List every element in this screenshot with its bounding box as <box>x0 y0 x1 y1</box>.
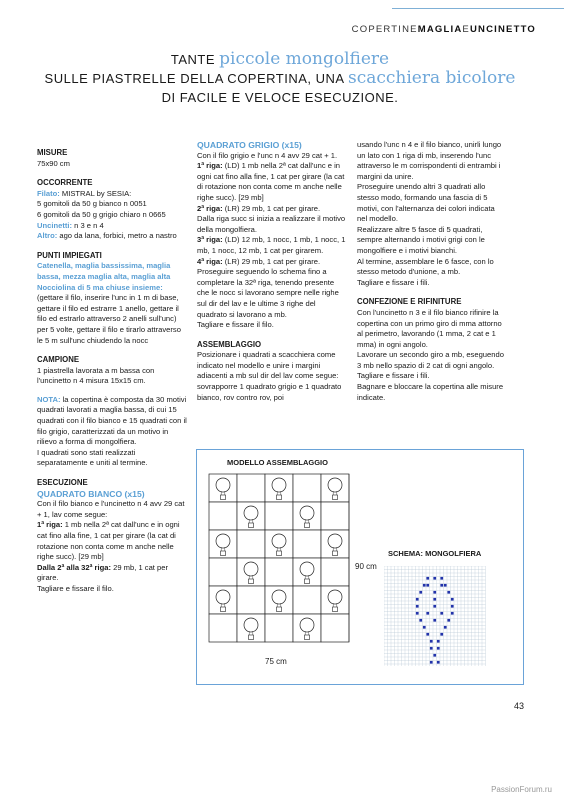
misure-heading: MISURE <box>37 148 68 157</box>
stitch-dot <box>451 612 454 615</box>
grid-square <box>237 586 265 614</box>
stitch-dot <box>444 584 447 587</box>
grid-square <box>321 586 349 614</box>
stitch-dot <box>440 577 443 580</box>
basket-icon <box>277 495 282 500</box>
esecuzione-heading: ESECUZIONE <box>37 478 88 488</box>
balloon-icon <box>300 618 314 632</box>
stitch-dot <box>416 605 419 608</box>
balloon-icon <box>300 506 314 520</box>
balloon-chart <box>384 566 496 666</box>
balloon-icon <box>244 562 258 576</box>
schema-label: SCHEMA: MONGOLFIERA <box>388 549 482 558</box>
grid-square <box>237 474 265 502</box>
basket-icon <box>249 635 254 640</box>
grid-square <box>293 614 321 642</box>
stitch-dot <box>447 619 450 622</box>
basket-icon <box>277 607 282 612</box>
basket-icon <box>305 523 310 528</box>
campione-heading: CAMPIONE <box>37 355 80 365</box>
grid-square <box>265 614 293 642</box>
stitch-dot <box>440 584 443 587</box>
grid-square <box>265 586 293 614</box>
confezione-heading: CONFEZIONE E RIFINITURE <box>357 297 462 307</box>
basket-icon <box>305 579 310 584</box>
balloon-icon <box>216 590 230 604</box>
stitch-dot <box>451 598 454 601</box>
grid-square <box>321 530 349 558</box>
grid-square <box>237 614 265 642</box>
balloon-icon <box>300 562 314 576</box>
header-rule <box>392 8 564 9</box>
width-dimension: 75 cm <box>265 657 287 666</box>
column-2: QUADRATO GRIGIO (x15) Con il filo grigio e l'unc n 4 avv 29 cat + 1. 1ª riga: (LD) 1 mb nella 2ª cat dall'unc e in ogni cat fino alla fine, 1 cat per girare (la cat di rotazione non conta come m anche nelle righe succ). [29 mb] 2ª riga: (LR) 29 mb, 1 cat per girare. Dalla riga succ si inizia a realizzare il motivo della mongolfiera. 3ª riga: (LD) 12 mb, 1 nocc, 1 mb, 1 nocc, 1 mb, 1 nocc, 12 mb, 1 cat per girarem. 4ª riga: (LR) 29 mb, 1 cat per girare. Proseguire seguendo lo schema fino a completare la 32ª riga, tenendo presente che le nocc si lavorano sempre nelle righe sul dir del lav e le ultime 3 righe del quadrato si lavorano a mb. Tagliare e fissare il filo. ASSEMBLAGGIO Posizionare i quadrati a scacchiera come indicato nel modello e unire i margini adiacenti a mb sul dir del lav come segue: sovrapporre 1 quadrato grigio e 1 quadrato bianco, rov contro rov, poi <box>197 140 346 402</box>
balloon-icon <box>244 618 258 632</box>
stitch-dot <box>419 591 422 594</box>
grid-square <box>265 474 293 502</box>
stitch-dot <box>437 647 440 650</box>
grid-square <box>237 502 265 530</box>
stitch-dot <box>440 633 443 636</box>
stitch-dot <box>433 598 436 601</box>
stitch-dot <box>433 654 436 657</box>
stitch-dot <box>430 640 433 643</box>
stitch-dot <box>430 647 433 650</box>
grid-square <box>293 502 321 530</box>
stitch-dot <box>423 584 426 587</box>
assembly-grid <box>203 470 353 645</box>
basket-icon <box>221 607 226 612</box>
stitch-dot <box>433 591 436 594</box>
grid-square <box>209 530 237 558</box>
stitch-dot <box>437 640 440 643</box>
balloon-icon <box>328 534 342 548</box>
stitch-dot <box>423 626 426 629</box>
grid-square <box>293 530 321 558</box>
basket-icon <box>305 635 310 640</box>
grid-square <box>209 502 237 530</box>
grid-square <box>293 586 321 614</box>
balloon-icon <box>272 590 286 604</box>
stitch-dot <box>447 591 450 594</box>
grid-square <box>265 530 293 558</box>
basket-icon <box>333 551 338 556</box>
grid-square <box>209 558 237 586</box>
section-header: COPERTINEMAGLIAEUNCINETTO <box>351 24 536 35</box>
grid-square <box>265 502 293 530</box>
footer-watermark: PassionForum.ru <box>491 785 552 794</box>
height-dimension: 90 cm <box>355 562 377 571</box>
balloon-icon <box>328 478 342 492</box>
stitch-dot <box>433 605 436 608</box>
page-number: 43 <box>513 701 524 711</box>
basket-icon <box>249 579 254 584</box>
stitch-dot <box>440 612 443 615</box>
stitch-dot <box>416 598 419 601</box>
stitch-dot <box>433 577 436 580</box>
occorrente-heading: OCCORRENTE <box>37 178 93 188</box>
stitch-dot <box>444 626 447 629</box>
stitch-dot <box>437 661 440 664</box>
basket-icon <box>333 607 338 612</box>
stitch-dot <box>430 661 433 664</box>
balloon-icon <box>272 478 286 492</box>
grid-square <box>237 558 265 586</box>
assemblaggio-heading: ASSEMBLAGGIO <box>197 339 262 349</box>
grid-square <box>293 474 321 502</box>
grid-square <box>209 614 237 642</box>
grid-square <box>321 614 349 642</box>
grid-square <box>293 558 321 586</box>
basket-icon <box>221 551 226 556</box>
stitch-dot <box>419 619 422 622</box>
grid-square <box>321 474 349 502</box>
stitch-dot <box>426 633 429 636</box>
balloon-icon <box>244 506 258 520</box>
model-label: MODELLO ASSEMBLAGGIO <box>227 458 328 467</box>
punti-heading: PUNTI IMPIEGATI <box>37 250 102 260</box>
stitch-dot <box>451 605 454 608</box>
stitch-dot <box>426 584 429 587</box>
balloon-icon <box>272 534 286 548</box>
balloon-icon <box>216 534 230 548</box>
balloon-icon <box>328 590 342 604</box>
stitch-dot <box>416 612 419 615</box>
stitch-dot <box>426 612 429 615</box>
grid-square <box>209 586 237 614</box>
balloon-icon <box>216 478 230 492</box>
grid-square <box>209 474 237 502</box>
grid-square <box>321 502 349 530</box>
basket-icon <box>277 551 282 556</box>
grid-square <box>265 558 293 586</box>
stitch-dot <box>433 619 436 622</box>
column-1: MISURE 75x90 cm OCCORRENTE Filato: MISTRAL by SESIA: 5 gomitoli da 50 g bianco n 0051 6 gomitoli da 50 g grigio chiaro n 0665 Uncinetti: n 3 e n 4 Altro: ago da lana, forbici, metro a nastro PUNTI IMPIEGATI Catenella, maglia bassissima, maglia bassa, mezza maglia alta, maglia alta Nocciolina di 5 ma chiuse insieme: (gettare il filo, inserire l'unc in 1 m di base, gettare il filo ed estrarre 1 anello, gettare il filo ed estrarlo attraverso 2 anelli sull'unc) per 5 volte, gettare il filo e tirarlo attraverso le 5 m sull'unc chiudendo la nocc CAMPIONE 1 piastrella lavorata a m bassa con l'uncinetto n 4 misura 15x15 cm. NOTA: la copertina è composta da 30 motivi quadrati lavorati a maglia bassa, di cui 15 quadrati con il filo bianco e 15 quadrati con il filo grigio, caratterizzati da un motivo in rilievo a forma di mongolfiera. I quadrati sono stati realizzati separatamente e uniti al termine. ESECUZIONE QUADRATO BIANCO (x15) Con il filo bianco e l'uncinetto n 4 avv 29 cat + 1, lav come segue: 1ª riga: 1 mb nella 2ª cat dall'unc e in ogni cat fino alla fine, 1 cat per girare (la cat di rotazione non conta come m anche nelle righe succ). [29 mb] Dalla 2ª alla 32ª riga: 29 mb, 1 cat per girare. Tagliare e fissare il filo. <box>37 148 187 593</box>
grid-square <box>321 558 349 586</box>
column-3: usando l'unc n 4 e il filo bianco, unirli lungo un lato con 1 riga di mb, inserendo l'unc attraverso le m corrispondenti di entrambi i margini da unire. Proseguire unendo altri 3 quadrati allo stesso modo, formando una fascia di 5 motivi, con l'alternanza dei colori indicata nel modello. Realizzare altre 5 fasce di 5 quadrati, sempre alternando i motivi grigi con le mongolfiere e i motivi bianchi. Al termine, assemblare le 6 fasce, con lo stesso metodo d'unione, a mb. Tagliare e fissare i fili. CONFEZIONE E RIFINITURE Con l'uncinetto n 3 e il filo bianco rifinire la copertina con un primo giro di mma attorno al perimetro, lavorando (1 mma, 2 cat e 1 mma) in ogni angolo. Lavorare un secondo giro a mb, eseguendo 3 mb nello spazio di 2 cat di ogni angolo. Tagliare e fissare i fili. Bagnare e bloccare la copertina alle misure indicate. <box>357 140 507 403</box>
basket-icon <box>221 495 226 500</box>
article-title: TANTE piccole mongolfiere SULLE PIASTRELLE DELLA COPERTINA, UNA scacchiera bicolore DI FACILE E VELOCE ESECUZIONE. <box>44 49 516 105</box>
basket-icon <box>333 495 338 500</box>
stitch-dot <box>426 577 429 580</box>
basket-icon <box>249 523 254 528</box>
grid-square <box>237 530 265 558</box>
